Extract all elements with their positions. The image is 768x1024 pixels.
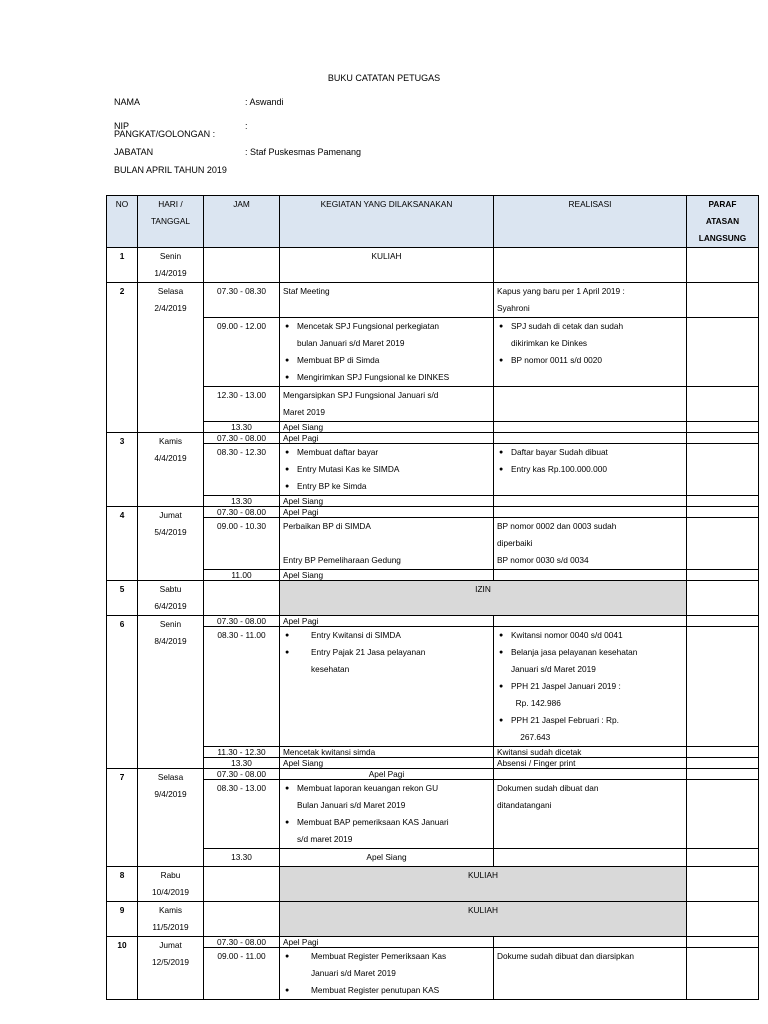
row-realisasi: Kwitansi sudah dicetak — [494, 747, 687, 758]
row-jam: 07.30 - 08.00 — [204, 616, 280, 627]
row-jam: 07.30 - 08.00 — [204, 937, 280, 948]
row-jam: 07.30 - 08.30 — [204, 283, 280, 318]
pangkat-label: PANGKAT/GOLONGAN : — [114, 129, 216, 139]
row-jam: 07.30 - 08.00 — [204, 769, 280, 780]
table-row — [107, 780, 759, 849]
nip-label: NIP — [114, 121, 130, 131]
row-jam: 08.30 - 11.00 — [204, 627, 280, 747]
row-jam: 07.30 - 08.00 — [204, 433, 280, 444]
row-kegiatan: ● Mencetak SPJ Fungsional perkegiatan bulan Januari s/d Maret 2019 ● Membuat BP di Simda ● Mengirimkan SPJ Fungsional ke DINKES — [280, 318, 494, 387]
row-realisasi: ● Kwitansi nomor 0040 s/d 0041 ● Belanja jasa pelayanan kesehatan Januari s/d Maret 2019 ● PPH 21 Jaspel Januari 2019 : Rp. 142.986 ● PPH 21 Jaspel Februari : Rp. 267.643 — [494, 627, 687, 747]
nama-value: : Aswandi — [245, 97, 284, 107]
table-row — [107, 581, 759, 616]
row-kegiatan: ● Membuat Register Pemeriksaan Kas Januari s/d Maret 2019 ● Membuat Register penutupan KAS — [280, 948, 494, 1000]
row-kegiatan: Apel Pagi — [280, 507, 494, 518]
jabatan-value: : Staf Puskesmas Pamenang — [245, 147, 362, 157]
activity-table — [106, 195, 759, 1000]
row-day: Rabu 10/4/2019 — [138, 867, 204, 902]
row-jam: 09.00 - 10.30 — [204, 518, 280, 570]
row-kegiatan: KULIAH — [280, 902, 687, 937]
row-realisasi: Dokume sudah dibuat dan diarsipkan — [494, 948, 687, 1000]
row-kegiatan: Apel Siang — [280, 496, 494, 507]
table-row — [107, 867, 759, 902]
row-jam: 11.30 - 12.30 — [204, 747, 280, 758]
row-day: Jumat 12/5/2019 — [138, 937, 204, 1000]
header-jam: JAM — [204, 196, 280, 248]
row-jam: 13.30 — [204, 422, 280, 433]
row-no: 1 — [107, 248, 138, 283]
row-no: 7 — [107, 769, 138, 867]
row-kegiatan: Mencetak kwitansi simda — [280, 747, 494, 758]
row-kegiatan: Apel Pagi — [280, 937, 494, 948]
header-paraf: PARAF ATASAN LANGSUNG — [687, 196, 759, 248]
row-jam: 13.30 — [204, 758, 280, 769]
table-row — [107, 570, 759, 581]
row-kegiatan: Mengarsipkan SPJ Fungsional Januari s/d Maret 2019 — [280, 387, 494, 422]
table-row — [107, 444, 759, 496]
row-kegiatan: ● Entry Kwitansi di SIMDA ● Entry Pajak 21 Jasa pelayanan kesehatan — [280, 627, 494, 747]
row-jam: 07.30 - 08.00 — [204, 507, 280, 518]
header-no: NO — [107, 196, 138, 248]
table-row — [107, 627, 759, 747]
document-title: BUKU CATATAN PETUGAS — [327, 73, 441, 83]
row-day: Senin 8/4/2019 — [138, 616, 204, 769]
row-kegiatan: Perbaikan BP di SIMDA Entry BP Pemeliharaan Gedung — [280, 518, 494, 570]
table-row — [107, 849, 759, 867]
row-jam: 13.30 — [204, 496, 280, 507]
info-jabatan — [114, 147, 362, 157]
row-kegiatan: IZIN — [280, 581, 687, 616]
table-header — [107, 196, 759, 248]
table-row — [107, 747, 759, 758]
row-jam: 11.00 — [204, 570, 280, 581]
row-realisasi: ● Daftar bayar Sudah dibuat ● Entry kas Rp.100.000.000 — [494, 444, 687, 496]
row-kegiatan: Apel Siang — [280, 758, 494, 769]
row-no: 6 — [107, 616, 138, 769]
row-jam: 08.30 - 12.30 — [204, 444, 280, 496]
row-no: 8 — [107, 867, 138, 902]
row-day: Kamis 11/5/2019 — [138, 902, 204, 937]
table-row — [107, 948, 759, 1000]
info-pangkat — [114, 129, 215, 139]
row-jam: 08.30 - 13.00 — [204, 780, 280, 849]
row-kegiatan: ● Membuat laporan keuangan rekon GU Bulan Januari s/d Maret 2019 ● Membuat BAP pemeriksaan KAS Januari s/d maret 2019 — [280, 780, 494, 849]
header-realisasi: REALISASI — [494, 196, 687, 248]
table-row — [107, 496, 759, 507]
header-kegiatan: KEGIATAN YANG DILAKSANAKAN — [280, 196, 494, 248]
row-kegiatan: Apel Siang — [280, 422, 494, 433]
row-kegiatan: Apel Siang — [280, 570, 494, 581]
row-realisasi: Absensi / Finger print — [494, 758, 687, 769]
row-kegiatan: Apel Pagi — [280, 616, 494, 627]
nip-value: : — [245, 121, 248, 131]
table-row — [107, 422, 759, 433]
header-hari: HARI / TANGGAL — [138, 196, 204, 248]
nama-label: NAMA — [114, 97, 141, 107]
row-day: Senin 1/4/2019 — [138, 248, 204, 283]
table-row — [107, 616, 759, 627]
row-kegiatan: KULIAH — [280, 867, 687, 902]
row-realisasi: Kapus yang baru per 1 April 2019 : Syahroni — [494, 283, 687, 318]
row-realisasi: Dokumen sudah dibuat dan ditandatangani — [494, 780, 687, 849]
info-nama — [114, 97, 284, 107]
row-no: 3 — [107, 433, 138, 507]
row-jam: 09.00 - 12.00 — [204, 318, 280, 387]
row-day: Jumat 5/4/2019 — [138, 507, 204, 581]
row-no: 4 — [107, 507, 138, 581]
table-row — [107, 758, 759, 769]
row-kegiatan: Apel Siang — [280, 849, 494, 867]
row-day: Kamis 4/4/2019 — [138, 433, 204, 507]
table-row — [107, 518, 759, 570]
row-jam: 12.30 - 13.00 — [204, 387, 280, 422]
table-row — [107, 248, 759, 283]
row-kegiatan: Apel Pagi — [280, 433, 494, 444]
table-row — [107, 433, 759, 444]
table-row — [107, 318, 759, 387]
jabatan-label: JABATAN — [114, 147, 154, 157]
row-kegiatan: KULIAH — [280, 248, 494, 283]
row-no: 5 — [107, 581, 138, 616]
row-day: Selasa 9/4/2019 — [138, 769, 204, 867]
table-row — [107, 937, 759, 948]
row-realisasi: ● SPJ sudah di cetak dan sudah dikirimkan ke Dinkes ● BP nomor 0011 s/d 0020 — [494, 318, 687, 387]
table-row — [107, 507, 759, 518]
row-no: 2 — [107, 283, 138, 433]
row-day: Sabtu 6/4/2019 — [138, 581, 204, 616]
row-no: 9 — [107, 902, 138, 937]
row-kegiatan: Staf Meeting — [280, 283, 494, 318]
row-kegiatan: ● Membuat daftar bayar ● Entry Mutasi Kas ke SIMDA ● Entry BP ke Simda — [280, 444, 494, 496]
info-bulan: BULAN APRIL TAHUN 2019 — [114, 165, 227, 175]
row-kegiatan: Apel Pagi — [280, 769, 494, 780]
row-jam: 13.30 — [204, 849, 280, 867]
row-jam: 09.00 - 11.00 — [204, 948, 280, 1000]
table-row — [107, 902, 759, 937]
row-realisasi: BP nomor 0002 dan 0003 sudah diperbaiki BP nomor 0030 s/d 0034 — [494, 518, 687, 570]
row-no: 10 — [107, 937, 138, 1000]
row-day: Selasa 2/4/2019 — [138, 283, 204, 433]
table-row — [107, 283, 759, 318]
table-row — [107, 769, 759, 780]
table-row — [107, 387, 759, 422]
